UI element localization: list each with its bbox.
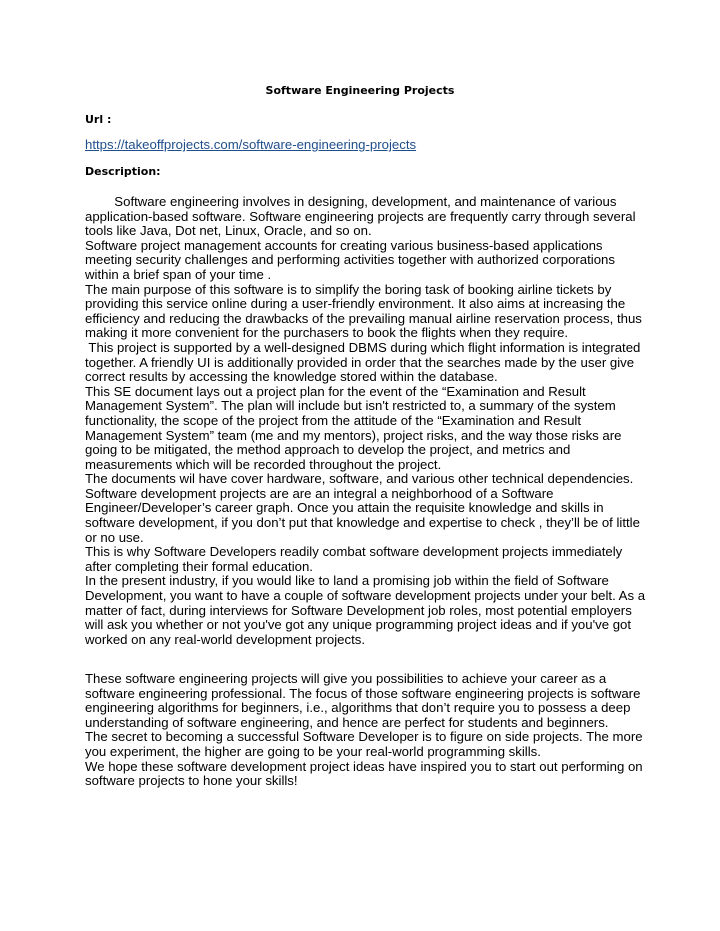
description-text-block-2 xyxy=(85,672,645,789)
text-line: This is why Software Developers readily combat software development projects immediately xyxy=(85,544,623,560)
text-line: These software engineering projects will give you possibilities to achieve your career as a xyxy=(85,671,607,686)
url-link[interactable]: https://takeoffprojects.com/software-engineering-projects xyxy=(85,137,417,152)
text-line: after completing their formal education. xyxy=(85,558,313,574)
text-line: efficiency and reducing the drawbacks of the prevailing manual airline reservation process, thus xyxy=(85,310,642,326)
text-line: understanding of software engineering, and hence are perfect for students and beginners. xyxy=(85,714,609,730)
text-line: tools like Java, Dot net, Linux, Oracle, and so on. xyxy=(85,223,372,239)
description-label: Description: xyxy=(85,165,161,178)
text-line: Management System” team (me and my mentors), project risks, and the way those risks are xyxy=(85,427,622,443)
text-line: This project is supported by a well-designed DBMS during which flight information is integrated xyxy=(85,339,641,355)
text-line: software development, if you don’t put that knowledge and expertise to check , they’ll be of little xyxy=(85,515,640,531)
text-line: worked on any real-world development projects. xyxy=(85,631,366,647)
text-line: within a brief span of your time . xyxy=(85,266,272,282)
text-line: going to be mitigated, the method approach to develop the project, and metrics and xyxy=(85,442,571,458)
text-line: engineering algorithms for beginners, i.e., algorithms that don’t require you to possess a deep xyxy=(85,700,631,716)
text-line: measurements which will be recorded throughout the project. xyxy=(85,456,442,472)
text-line: or no use. xyxy=(85,529,144,545)
text-line: software projects to hone your skills! xyxy=(85,773,298,789)
text-line: Software engineering involves in designing, development, and maintenance of various xyxy=(85,194,617,209)
text-line: The main purpose of this software is to simplify the boring task of booking airline tickets by xyxy=(85,281,612,297)
text-line: The documents wil have cover hardware, software, and various other technical dependencies. xyxy=(85,471,634,487)
document-title: Software Engineering Projects xyxy=(265,84,455,97)
description-text-block-1 xyxy=(85,195,645,647)
text-line: software engineering professional. The focus of those software engineering projects is software xyxy=(85,685,641,701)
text-line: providing this service online during a user-friendly environment. It also aims at increasing the xyxy=(85,296,626,312)
text-line: meeting security challenges and performing activities together with authorized corporations xyxy=(85,252,615,268)
text-line: Management System”. The plan will include but isn't restricted to, a summary of the system xyxy=(85,398,616,414)
text-line: application-based software. Software engineering projects are frequently carry through several xyxy=(85,208,636,224)
text-line: together. A friendly UI is additionally provided in order that the searches made by the user give xyxy=(85,354,635,370)
text-line: This SE document lays out a project plan for the event of the “Examination and Result xyxy=(85,383,586,399)
text-line: making it more convenient for the purchasers to book the flights when they require. xyxy=(85,325,569,341)
text-line: Software project management accounts for creating various business-based applications xyxy=(85,237,603,253)
text-line: In the present industry, if you would like to land a promising job within the field of Software xyxy=(85,573,609,589)
url-label: Url : xyxy=(85,113,112,126)
text-line: Development, you want to have a couple of software development projects under your belt. As a xyxy=(85,588,646,604)
text-line: We hope these software development project ideas have inspired you to start out performing on xyxy=(85,758,643,774)
text-line: Software development projects are are an integral a neighborhood of a Software xyxy=(85,485,554,501)
text-line: you experiment, the higher are going to be your real-world programming skills. xyxy=(85,743,541,759)
text-line: Engineer/Developer’s career graph. Once you attain the requisite knowledge and skills in xyxy=(85,500,604,516)
text-line: correct results by accessing the knowledge stored within the database. xyxy=(85,369,498,385)
text-line: functionality, the scope of the project from the attitude of the “Examination and Result xyxy=(85,412,582,428)
text-line: will ask you whether or not you've got any unique programming project ideas and if you've got xyxy=(85,617,632,633)
text-line: matter of fact, during interviews for Software Development job roles, most potential employers xyxy=(85,602,632,618)
text-line: The secret to becoming a successful Software Developer is to figure on side projects. The more xyxy=(85,729,643,745)
